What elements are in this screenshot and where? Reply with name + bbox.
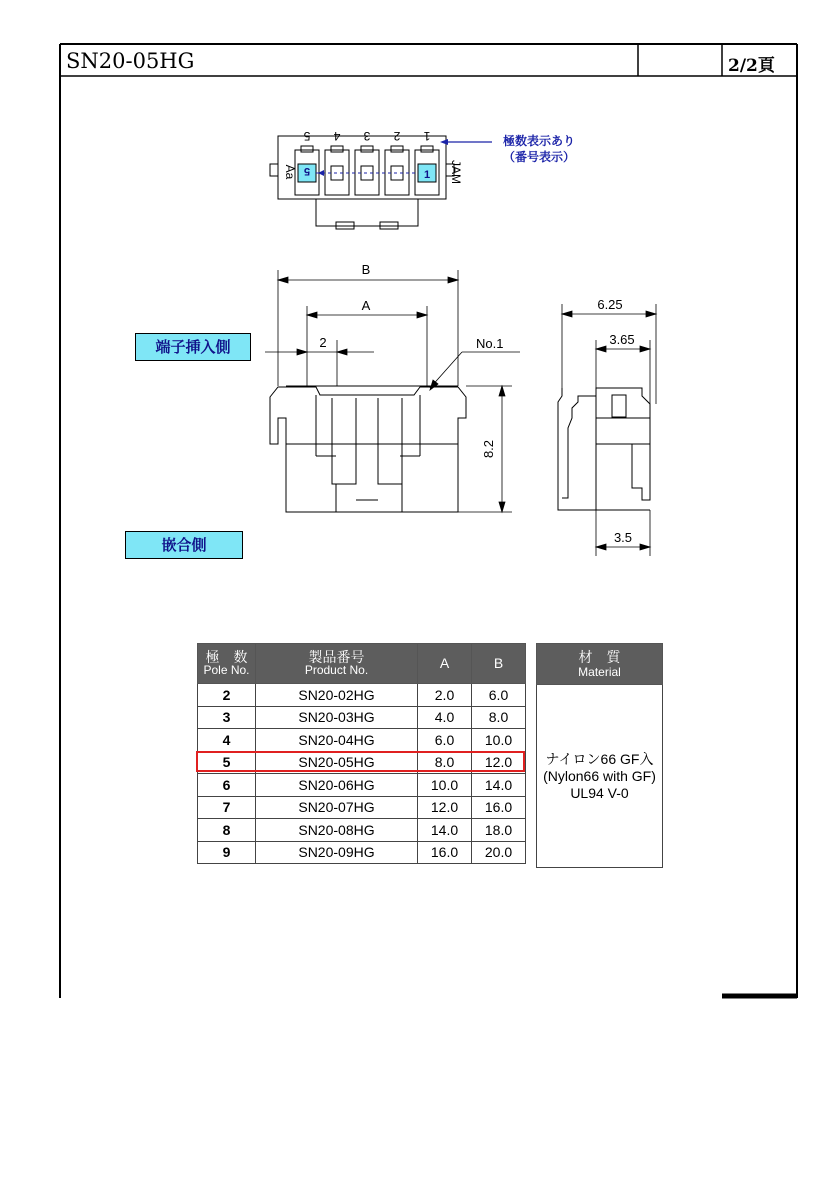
connector-front-view xyxy=(270,386,466,512)
product-cell: SN20-07HG xyxy=(256,796,418,819)
b-cell: 14.0 xyxy=(472,774,526,797)
pole-cell: 5 xyxy=(198,751,256,774)
a-cell: 10.0 xyxy=(418,774,472,797)
material-line-3: UL94 V-0 xyxy=(570,784,629,801)
connector-top-view xyxy=(270,136,454,229)
pin-box-left: 5 xyxy=(303,165,311,177)
b-cell: 12.0 xyxy=(472,751,526,774)
row-highlight-box xyxy=(196,751,525,772)
dim-pitch-label: 2 xyxy=(319,335,327,350)
b-cell: 10.0 xyxy=(472,729,526,752)
material-line-2: (Nylon66 with GF) xyxy=(543,767,656,784)
pin-number-5: 5 xyxy=(303,129,311,143)
dim-625-label: 6.25 xyxy=(597,297,623,312)
product-cell: SN20-02HG xyxy=(256,684,418,707)
product-cell: SN20-08HG xyxy=(256,819,418,842)
pole-cell: 2 xyxy=(198,684,256,707)
a-cell: 4.0 xyxy=(418,706,472,729)
number-display-note: （番号表示） xyxy=(503,150,576,164)
dim-365-label: 3.65 xyxy=(609,332,635,347)
pin-number-3: 3 xyxy=(363,129,371,143)
page-number: 2/2頁 xyxy=(728,56,775,76)
b-cell: 8.0 xyxy=(472,706,526,729)
a-header: A xyxy=(418,644,472,684)
pole-cell: 4 xyxy=(198,729,256,752)
side-dim-text xyxy=(597,297,634,545)
material-line-1: ナイロン66 GF入 xyxy=(545,750,654,767)
product-cell: SN20-06HG xyxy=(256,774,418,797)
a-cell: 14.0 xyxy=(418,819,472,842)
document-title: SN20-05HG xyxy=(66,49,195,73)
pin-number-2: 2 xyxy=(393,129,401,143)
table-row xyxy=(198,774,526,797)
dim-a-label: A xyxy=(361,298,371,313)
b-cell: 6.0 xyxy=(472,684,526,707)
a-cell: 16.0 xyxy=(418,841,472,864)
b-header: B xyxy=(472,644,526,684)
front-dim-text xyxy=(319,262,503,458)
table-row xyxy=(198,729,526,752)
material-table xyxy=(536,643,663,868)
right-mark: JAM xyxy=(449,160,463,184)
left-mark: Aa xyxy=(283,164,297,180)
table-row xyxy=(198,706,526,729)
dim-b-label: B xyxy=(361,262,371,277)
pole-cell: 6 xyxy=(198,774,256,797)
pole-display-note: 極数表示あり xyxy=(503,134,576,148)
product-cell: SN20-05HG xyxy=(256,751,418,774)
pole-header: 極 数 Pole No. xyxy=(198,644,256,684)
a-cell: 6.0 xyxy=(418,729,472,752)
pin-box-right: 1 xyxy=(423,169,431,181)
material-header: 材 質 Material xyxy=(537,644,663,685)
mating-side-label: 嵌合側 xyxy=(125,531,243,559)
pole-cell: 8 xyxy=(198,819,256,842)
product-cell: SN20-09HG xyxy=(256,841,418,864)
product-cell: SN20-04HG xyxy=(256,729,418,752)
a-cell: 8.0 xyxy=(418,751,472,774)
b-cell: 20.0 xyxy=(472,841,526,864)
table-row xyxy=(198,796,526,819)
b-cell: 16.0 xyxy=(472,796,526,819)
dim-height-label: 8.2 xyxy=(481,439,496,459)
table-row xyxy=(198,684,526,707)
table-row xyxy=(198,819,526,842)
note-arrow xyxy=(440,139,492,145)
a-cell: 2.0 xyxy=(418,684,472,707)
pin-number-1: 1 xyxy=(423,129,431,143)
pole-cell: 9 xyxy=(198,841,256,864)
product-cell: SN20-03HG xyxy=(256,706,418,729)
material-cell xyxy=(537,685,663,868)
connector-side-view xyxy=(558,388,650,510)
dim-no1-label: No.1 xyxy=(476,336,504,351)
terminal-insert-side-label: 端子挿入側 xyxy=(135,333,251,361)
pole-cell: 7 xyxy=(198,796,256,819)
pin-number-4: 4 xyxy=(333,129,341,143)
front-dimensions xyxy=(265,270,520,512)
pole-cell: 3 xyxy=(198,706,256,729)
a-cell: 12.0 xyxy=(418,796,472,819)
dim-35-label: 3.5 xyxy=(613,530,633,545)
product-header: 製品番号 Product No. xyxy=(256,644,418,684)
table-row xyxy=(198,841,526,864)
b-cell: 18.0 xyxy=(472,819,526,842)
